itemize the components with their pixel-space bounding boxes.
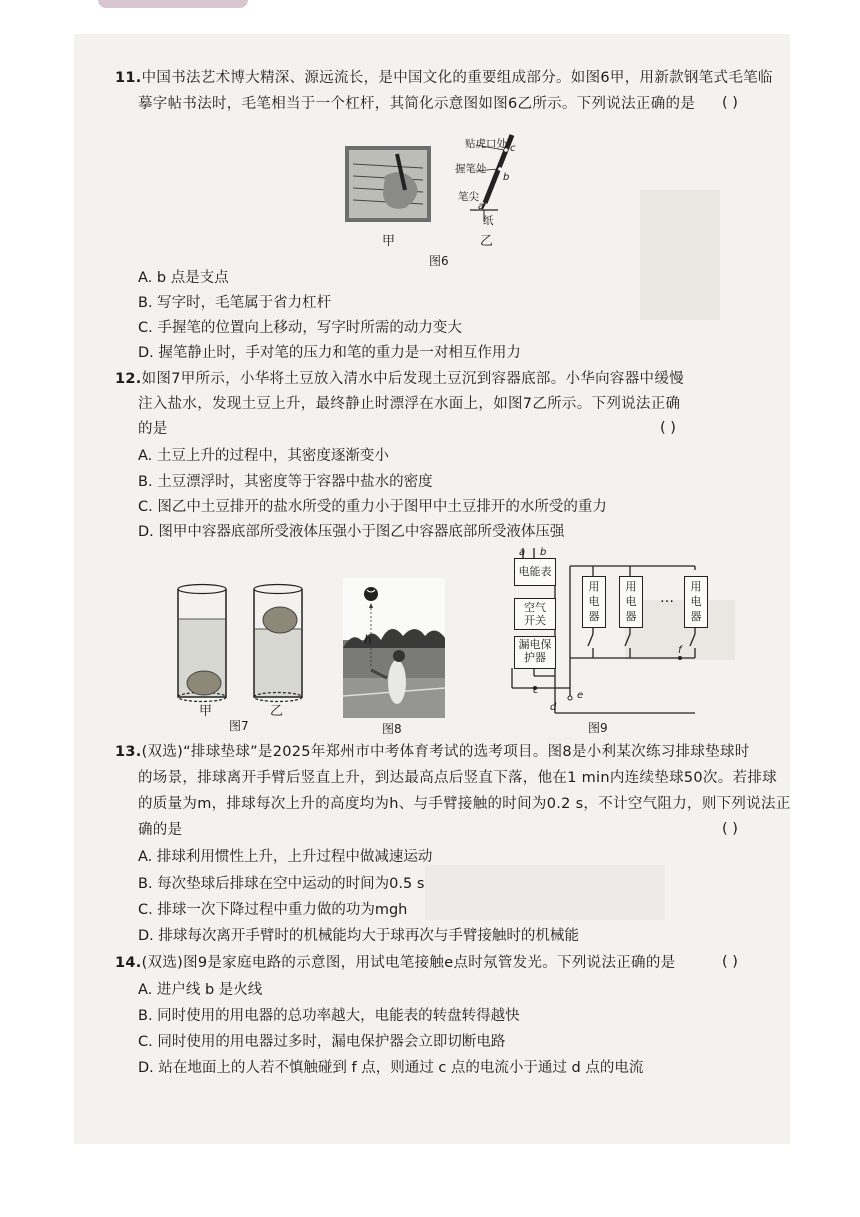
q14-text-1: (双选)图9是家庭电路的示意图，用试电笔接触e点时氖管发光。下列说法正确的是 — [141, 955, 676, 971]
q13-number: 13. — [115, 744, 142, 760]
q11-option-a[interactable]: A. b 点是支点 — [138, 270, 229, 286]
fig9-point-e — [568, 696, 572, 700]
appliance-1-label: 用电器 — [588, 580, 600, 623]
q13-answer-paren[interactable]: ( ) — [722, 821, 738, 837]
fig6-yi-label: 乙 — [480, 234, 494, 249]
air-switch-label: 空气开关 — [524, 601, 546, 627]
fig9-a-label: a — [519, 547, 526, 558]
q14-option-c[interactable]: C. 同时使用的用电器过多时，漏电保护器会立即切断电路 — [138, 1034, 506, 1050]
q12-option-a[interactable]: A. 土豆上升的过程中，其密度逐渐变小 — [138, 448, 389, 464]
q12-line3: 的是 — [138, 421, 168, 437]
q11-option-d[interactable]: D. 握笔静止时，手对笔的压力和笔的重力是一对相互作用力 — [138, 345, 521, 361]
q13-option-d[interactable]: D. 排球每次离开手臂时的机械能均大于球再次与手臂接触时的机械能 — [138, 928, 579, 944]
q12-number: 12. — [115, 371, 142, 387]
q11-line1 — [115, 66, 773, 91]
q13-line2: 的场景，排球离开手臂后竖直上升，到达最高点后竖直下落，他在1 min内连续垫球50次。若排球 — [138, 770, 777, 786]
fig6-tiehu-label: 贴虎口处 — [465, 138, 507, 150]
q14-number: 14. — [115, 955, 142, 971]
q14-answer-paren[interactable]: ( ) — [722, 954, 738, 970]
q11-option-b[interactable]: B. 写字时，毛笔属于省力杠杆 — [138, 295, 332, 311]
q12-answer-paren[interactable]: ( ) — [660, 420, 676, 436]
top-tab — [98, 0, 248, 8]
figure6-photo — [345, 146, 431, 222]
q11-number: 11. — [115, 70, 142, 86]
q14-option-b[interactable]: B. 同时使用的用电器的总功率越大，电能表的转盘转得越快 — [138, 1008, 520, 1024]
q13-option-c[interactable]: C. 排球一次下降过程中重力做的功为mgh — [138, 902, 408, 918]
fig6-bijian-label: 笔尖 — [458, 191, 479, 203]
q12-option-b[interactable]: B. 土豆漂浮时，其密度等于容器中盐水的密度 — [138, 474, 433, 490]
fig7-jia-label: 甲 — [199, 704, 213, 719]
fig8-caption: 图8 — [382, 722, 402, 736]
leakage-protector-box — [514, 636, 556, 669]
electricity-meter-box: 电能表 — [514, 558, 556, 586]
q12-option-c[interactable]: C. 图乙中土豆排开的盐水所受的重力小于图甲中土豆排开的水所受的重力 — [138, 499, 607, 515]
fig7-caption: 图7 — [229, 719, 249, 733]
fig6-wobi-label: 握笔处 — [455, 163, 487, 175]
fig6-caption: 图6 — [429, 254, 449, 268]
q14-line1 — [115, 951, 675, 976]
q11-line2: 摹字帖书法时，毛笔相当于一个杠杆，其简化示意图如图6乙所示。下列说法正确的是 — [138, 96, 696, 112]
q11-answer-paren[interactable]: ( ) — [722, 95, 738, 111]
q13-line3: 的质量为m，排球每次上升的高度均为h、与手臂接触的时间为0.2 s，不计空气阻力，则下列说法正 — [138, 796, 791, 812]
bleed-through-3 — [425, 865, 665, 920]
air-switch-box — [514, 598, 556, 630]
q12-line2: 注入盐水，发现土豆上升，最终静止时漂浮在水面上，如图7乙所示。下列说法正确 — [138, 396, 681, 412]
fig9-e-label: e — [577, 690, 584, 701]
q11-option-c[interactable]: C. 手握笔的位置向上移动，写字时所需的动力变大 — [138, 320, 462, 336]
q12-text-1: 如图7甲所示，小华将土豆放入清水中后发现土豆沉到容器底部。小华向容器中缓慢 — [141, 371, 684, 387]
appliance-3-box — [684, 576, 708, 628]
fig6-c-label: c — [510, 143, 516, 154]
appliance-2-label: 用电器 — [625, 580, 637, 623]
q14-option-d[interactable]: D. 站在地面上的人若不慎触碰到 f 点，则通过 c 点的电流小于通过 d 点的电流 — [138, 1060, 644, 1076]
q13-option-b[interactable]: B. 每次垫球后排球在空中运动的时间为0.5 s — [138, 876, 425, 892]
q13-option-a[interactable]: A. 排球利用惯性上升，上升过程中做减速运动 — [138, 849, 433, 865]
fig9-caption: 图9 — [588, 721, 608, 735]
q12-line1 — [115, 367, 684, 392]
leakage-protector-label: 漏电保护器 — [518, 638, 552, 664]
fig6-b-label: b — [503, 172, 510, 183]
fig7-yi-label: 乙 — [270, 704, 284, 719]
q12-option-d[interactable]: D. 图甲中容器底部所受液体压强小于图乙中容器底部所受液体压强 — [138, 524, 565, 540]
q13-line4: 确的是 — [138, 822, 183, 838]
fig6-a-label: a — [478, 201, 485, 212]
fig9-b-label: b — [540, 547, 547, 558]
bleed-through-1 — [640, 190, 720, 320]
appliance-3-label: 用电器 — [690, 580, 702, 623]
appliance-1-box — [582, 576, 606, 628]
fig9-c-label: c — [533, 685, 539, 696]
fig9-f-label: f — [678, 645, 682, 656]
figure7-beakers — [170, 575, 330, 705]
figure8-photo — [343, 578, 445, 718]
fig8-h-label: h — [364, 633, 372, 647]
q13-line1 — [115, 740, 750, 765]
appliance-2-box — [619, 576, 643, 628]
fig6-point-b — [498, 167, 502, 171]
fig9-ellipsis: … — [660, 590, 674, 606]
fig6-zhi-label: 纸 — [483, 215, 494, 227]
fig9-point-f — [678, 656, 682, 660]
fig6-jia-label: 甲 — [382, 234, 396, 249]
fig9-d-label: d — [550, 702, 557, 713]
q13-text-1: (双选)“排球垫球”是2025年郑州市中考体育考试的选考项目。图8是小利某次练习排球垫球时 — [141, 744, 750, 760]
q11-text-1: 中国书法艺术博大精深、源远流长，是中国文化的重要组成部分。如图6甲，用新款钢笔式毛笔临 — [141, 70, 773, 86]
q14-option-a[interactable]: A. 进户线 b 是火线 — [138, 982, 263, 998]
